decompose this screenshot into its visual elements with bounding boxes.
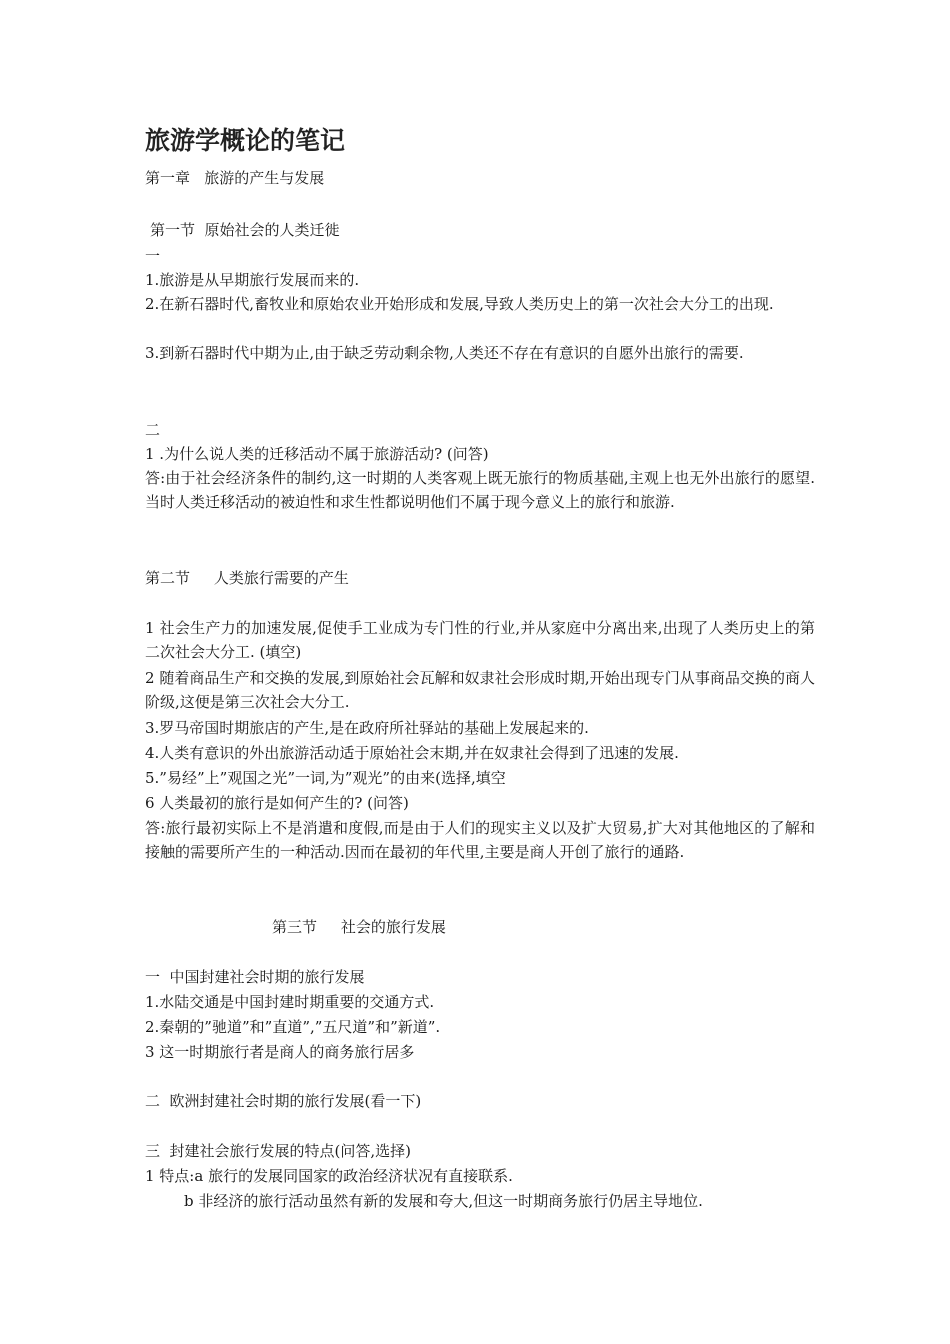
- chapter-heading: 第一章 旅游的产生与发展: [145, 169, 325, 187]
- list-item: 1 社会生产力的加速发展,促使手工业成为专门性的行业,并从家庭中分离出来,出现了人类历史上的第二次社会大分工. (填空): [145, 619, 815, 661]
- subsection-heading: 三 封建社会旅行发展的特点(问答,选择): [145, 1142, 412, 1160]
- list-item: 4.人类有意识的外出旅游活动适于原始社会末期,并在奴隶社会得到了迅速的发展.: [145, 744, 679, 762]
- list-item: 3.罗马帝国时期旅店的产生,是在政府所社驿站的基础上发展起来的.: [145, 719, 589, 737]
- section-3-heading: 第三节 社会的旅行发展: [272, 918, 446, 936]
- list-item: 2.在新石器时代,畜牧业和原始农业开始形成和发展,导致人类历史上的第一次社会大分工的出现.: [145, 295, 774, 313]
- answer: 答:由于社会经济条件的制约,这一时期的人类客观上既无旅行的物质基础,主观上也无外出旅行的愿望.当时人类迁移活动的被迫性和求生性都说明他们不属于现今意义上的旅行和旅游.: [145, 469, 815, 511]
- list-item: 1.旅游是从早期旅行发展而来的.: [145, 271, 360, 289]
- list-item: 3.到新石器时代中期为止,由于缺乏劳动剩余物,人类还不存在有意识的自愿外出旅行的需要.: [145, 344, 744, 362]
- part-marker-1: 一: [145, 247, 161, 265]
- list-item: 2.秦朝的”驰道”和”直道”,”五尺道”和”新道”.: [145, 1018, 441, 1036]
- part-marker-2: 二: [145, 421, 161, 439]
- question: 1 .为什么说人类的迁移活动不属于旅游活动? (问答): [145, 445, 489, 463]
- subsection-heading: 一 中国封建社会时期的旅行发展: [145, 968, 365, 986]
- list-item: 1.水陆交通是中国封建时期重要的交通方式.: [145, 993, 435, 1011]
- list-item: 2 随着商品生产和交换的发展,到原始社会瓦解和奴隶社会形成时期,开始出现专门从事商品交换的商人阶级,这便是第三次社会大分工.: [145, 669, 815, 711]
- document-title: 旅游学概论的笔记: [145, 126, 346, 155]
- list-item: b 非经济的旅行活动虽然有新的发展和夸大,但这一时期商务旅行仍居主导地位.: [184, 1192, 703, 1210]
- list-item: 5.”易经”上”观国之光”一词,为”观光”的由来(选择,填空: [145, 769, 506, 787]
- answer: 答:旅行最初实际上不是消遣和度假,而是由于人们的现实主义以及扩大贸易,扩大对其他地区的了解和接触的需要所产生的一种活动.因而在最初的年代里,主要是商人开创了旅行的通路.: [145, 819, 815, 861]
- list-item: 3 这一时期旅行者是商人的商务旅行居多: [145, 1043, 415, 1061]
- section-1-heading: 第一节 原始社会的人类迁徙: [150, 221, 340, 239]
- subsection-heading: 二 欧洲封建社会时期的旅行发展(看一下): [145, 1092, 422, 1110]
- section-2-heading: 第二节 人类旅行需要的产生: [145, 569, 349, 587]
- list-item: 1 特点:a 旅行的发展同国家的政治经济状况有直接联系.: [145, 1167, 513, 1185]
- list-item: 6 人类最初的旅行是如何产生的? (问答): [145, 794, 409, 812]
